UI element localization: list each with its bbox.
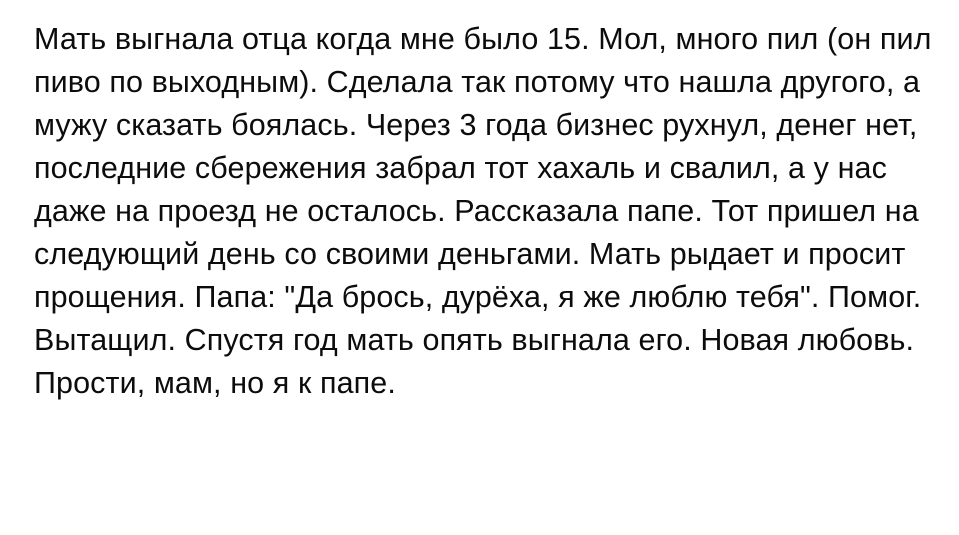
story-body-text: Мать выгнала отца когда мне было 15. Мол, много пил (он пил пиво по выходным). Сделала так потому что нашла другого, а мужу сказать боялась. Через 3 года бизнес рухнул, денег нет, последние сбережения забрал тот хахаль и свалил, а у нас даже на проезд не осталось. Рассказала папе. Тот пришел на следующий день со своими деньгами. Мать рыдает и просит прощения. Папа: "Да брось, дурёха, я же люблю тебя". Помог. Вытащил. Спустя год мать опять выгнала его. Новая любовь. Прости, мам, но я к папе. bbox=[34, 22, 941, 400]
